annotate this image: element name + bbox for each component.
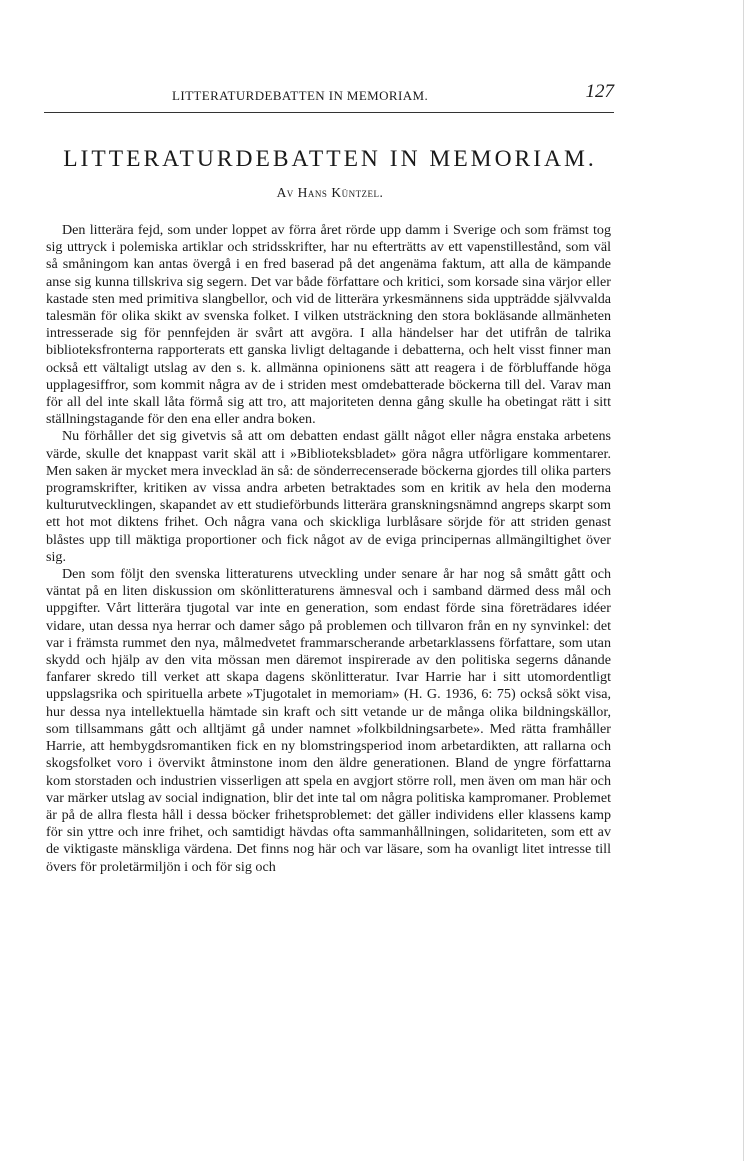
paragraph-2: Nu förhåller det sig givetvis så att om debatten endast gällt något eller några enstaka arbetens värde, skulle det knappast varit skäl att i »Biblioteksbladet» göra några utförligare kommentarer. Men saken är mycket mera invecklad än så: de sönderrecenserade böckerna gjordes till olika parters programskrifter, kritiken av vissa andra arbeten betraktades som en kritik av hela den moderna kulturutvecklingen, skapandet av ett studieförbunds litterära granskningsnämnd angreps skarpt som ett hot mot diktens frihet. Och några vana och skickliga lurblåsare sörjde för att striden genast blåstes upp till mäktiga proportioner och fick något av de eviga principernas allmängiltighet över sig.: [46, 428, 611, 565]
article-title: LITTERATURDEBATTEN IN MEMORIAM.: [63, 146, 597, 172]
paragraph-3: Den som följt den svenska litteraturens utveckling under senare år har nog så smått gått och väntat på en liten diskussion om skönlitteraturens ämnesval och i samband därmed dess mål och uppgifter. Vårt litterära tjugotal var inte en generation, som endast förde sina företrädares idéer vidare, utan dessa nya herrar och damer sågo på problemen och tillvaron från en ny synvinkel: det var i främsta rummet den nya, målmedvetet frammarscherande arbetarklassens författare, som utan skydd och hjälp av den vita mössan men däremot inspirerade av den politiska segerns dånande fanfarer skredo till verket att skapa dagens skönlitteratur. Ivar Harrie har i sitt utomordentligt uppslagsrika och spirituella arbete »Tjugotalet in memoriam» (H. G. 1936, 6: 75) också sökt visa, hur dessa nya intellektuella hämtade sin kraft och sitt vetande ur de många olika bildningskällor, som tillsammans gått och alltjämt gå under namnet »folkbildningsarbete». Med rätta framhåller Harrie, att hembygdsromantiken fick en ny blomstringsperiod inom arbetardikten, att rallarna och skogsfolket voro i övervikt åtminstone inom den äldre generationen. Bland de yngre författarna kom storstaden och industrien visserligen att spela en avgjort större roll, men även om man här och var märker utslag av social indignation, blir det inte tal om några politiska kampromaner. Problemet är på de allra flesta håll i dessa böcker frihetsproblemet: det gäller individens eller klassens kamp för sin yttre och inre frihet, och samtidigt hävdas ofta sammanhållningen, solidariteten, som ett av de viktigaste mänskliga värdena. Det finns nog här och var läsare, som ha ovanligt litet intresse till övers för proletärmiljön i och för sig och: [46, 566, 611, 875]
page-number: 127: [585, 81, 614, 102]
article-body: [46, 222, 611, 876]
running-header: [44, 81, 614, 113]
author-byline: Av Hans Küntzel.: [276, 185, 384, 200]
running-title: LITTERATURDEBATTEN IN MEMORIAM.: [172, 88, 429, 103]
paragraph-1: Den litterära fejd, som under loppet av förra året rörde upp damm i Sverige och som främst tog sig uttryck i polemiska artiklar och stridsskrifter, har nu efterträtts av ett vapenstillestånd, som väl så småningom kan antas övergå i en fred baserad på det angenäma faktum, att alla de kämpande anse sig kunna tillskriva sig segern. Det var både författare och kritici, som korsade sina värjor eller kastade sten med primitiva slangbellor, och vid de litterära yrkesmännens sida uppträdde självvalda talesmän för olika skikt av svenska folket. I vilken utsträckning den stora bokläsande allmänheten intresserade sig för pennfejden är svårt att avgöra. I alla händelser har det utifrån de talrika biblioteksfronterna rapporterats ett ganska livligt deltagande i debatterna, och helt visst finner man också ett vältaligt utslag av den s. k. allmänna opinionens sätt att reagera i de förbluffande höga upplagesiffror, som kommit några av de i striden mest omdebatterade böckerna till del. Varav man för all del inte skall låta förmå sig att tro, att majoriteten denna gång skulle ha obetingat rätt i sitt ställningstagande för den ena eller andra boken.: [46, 222, 611, 428]
